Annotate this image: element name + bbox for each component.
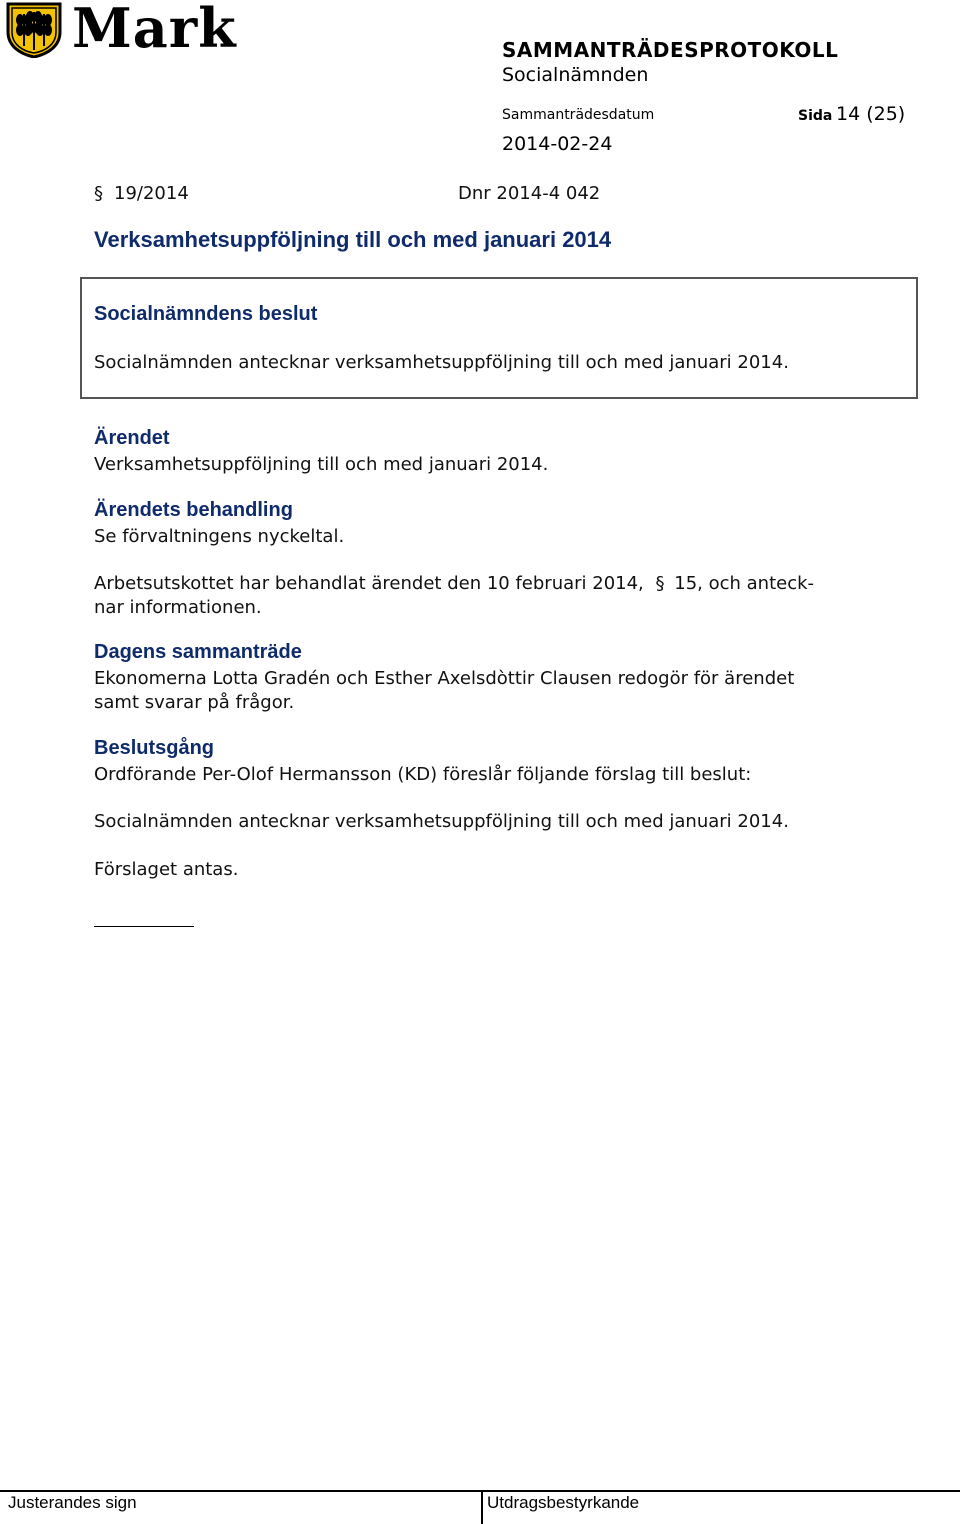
dagens-text-line1: Ekonomerna Lotta Gradén och Esther Axelsdòttir Clausen redogör för ärendet — [94, 668, 795, 689]
footer-rule — [0, 1490, 960, 1492]
page-number: 14 (25) — [836, 103, 906, 125]
meeting-date: 2014-02-24 — [502, 133, 613, 155]
meeting-date-label: Sammanträdesdatum — [502, 107, 655, 123]
beslutsgang-heading: Beslutsgång — [94, 737, 215, 759]
au-text-line2: nar informationen. — [94, 597, 262, 618]
au-text-part2: 15, och anteck- — [674, 573, 815, 594]
arendet-heading: Ärendet — [94, 427, 170, 449]
organization-name: Socialnämnden — [502, 64, 649, 86]
au-text-line1 — [94, 573, 814, 594]
case-title: Verksamhetsuppföljning till och med januari 2014 — [94, 227, 612, 252]
dagens-text-line2: samt svarar på frågor. — [94, 692, 295, 713]
dagens-heading: Dagens sammanträde — [94, 641, 302, 663]
beslutsgang-text: Ordförande Per-Olof Hermansson (KD) föreslår följande förslag till beslut: — [94, 764, 752, 785]
page-label: Sida — [798, 108, 833, 124]
case-number: 19/2014 — [114, 183, 189, 204]
footer-divider — [481, 1490, 483, 1524]
logo-wordmark: Mark — [72, 0, 237, 60]
proposal-text: Socialnämnden antecknar verksamhetsuppföljning till och med januari 2014. — [94, 811, 789, 832]
result-text: Förslaget antas. — [94, 859, 239, 880]
behandling-heading: Ärendets behandling — [94, 499, 293, 521]
coat-of-arms-icon — [4, 2, 64, 58]
decision-box — [80, 277, 918, 399]
decision-heading: Socialnämndens beslut — [94, 303, 318, 325]
paragraph-sign: § — [655, 573, 665, 594]
au-text-part1: Arbetsutskottet har behandlat ärendet den 10 februari 2014, — [94, 573, 644, 594]
arendet-text: Verksamhetsuppföljning till och med januari 2014. — [94, 454, 549, 475]
section-divider — [94, 926, 194, 927]
footer-justerandes-sign: Justerandes sign — [8, 1493, 137, 1512]
decision-text: Socialnämnden antecknar verksamhetsuppföljning till och med januari 2014. — [94, 352, 789, 373]
document-title: SAMMANTRÄDESPROTOKOLL — [502, 38, 839, 62]
case-dnr: Dnr 2014-4 042 — [458, 183, 601, 204]
paragraph-sign: § — [94, 183, 103, 204]
behandling-text: Se förvaltningens nyckeltal. — [94, 526, 345, 547]
footer-utdragsbestyrkande: Utdragsbestyrkande — [487, 1493, 640, 1512]
